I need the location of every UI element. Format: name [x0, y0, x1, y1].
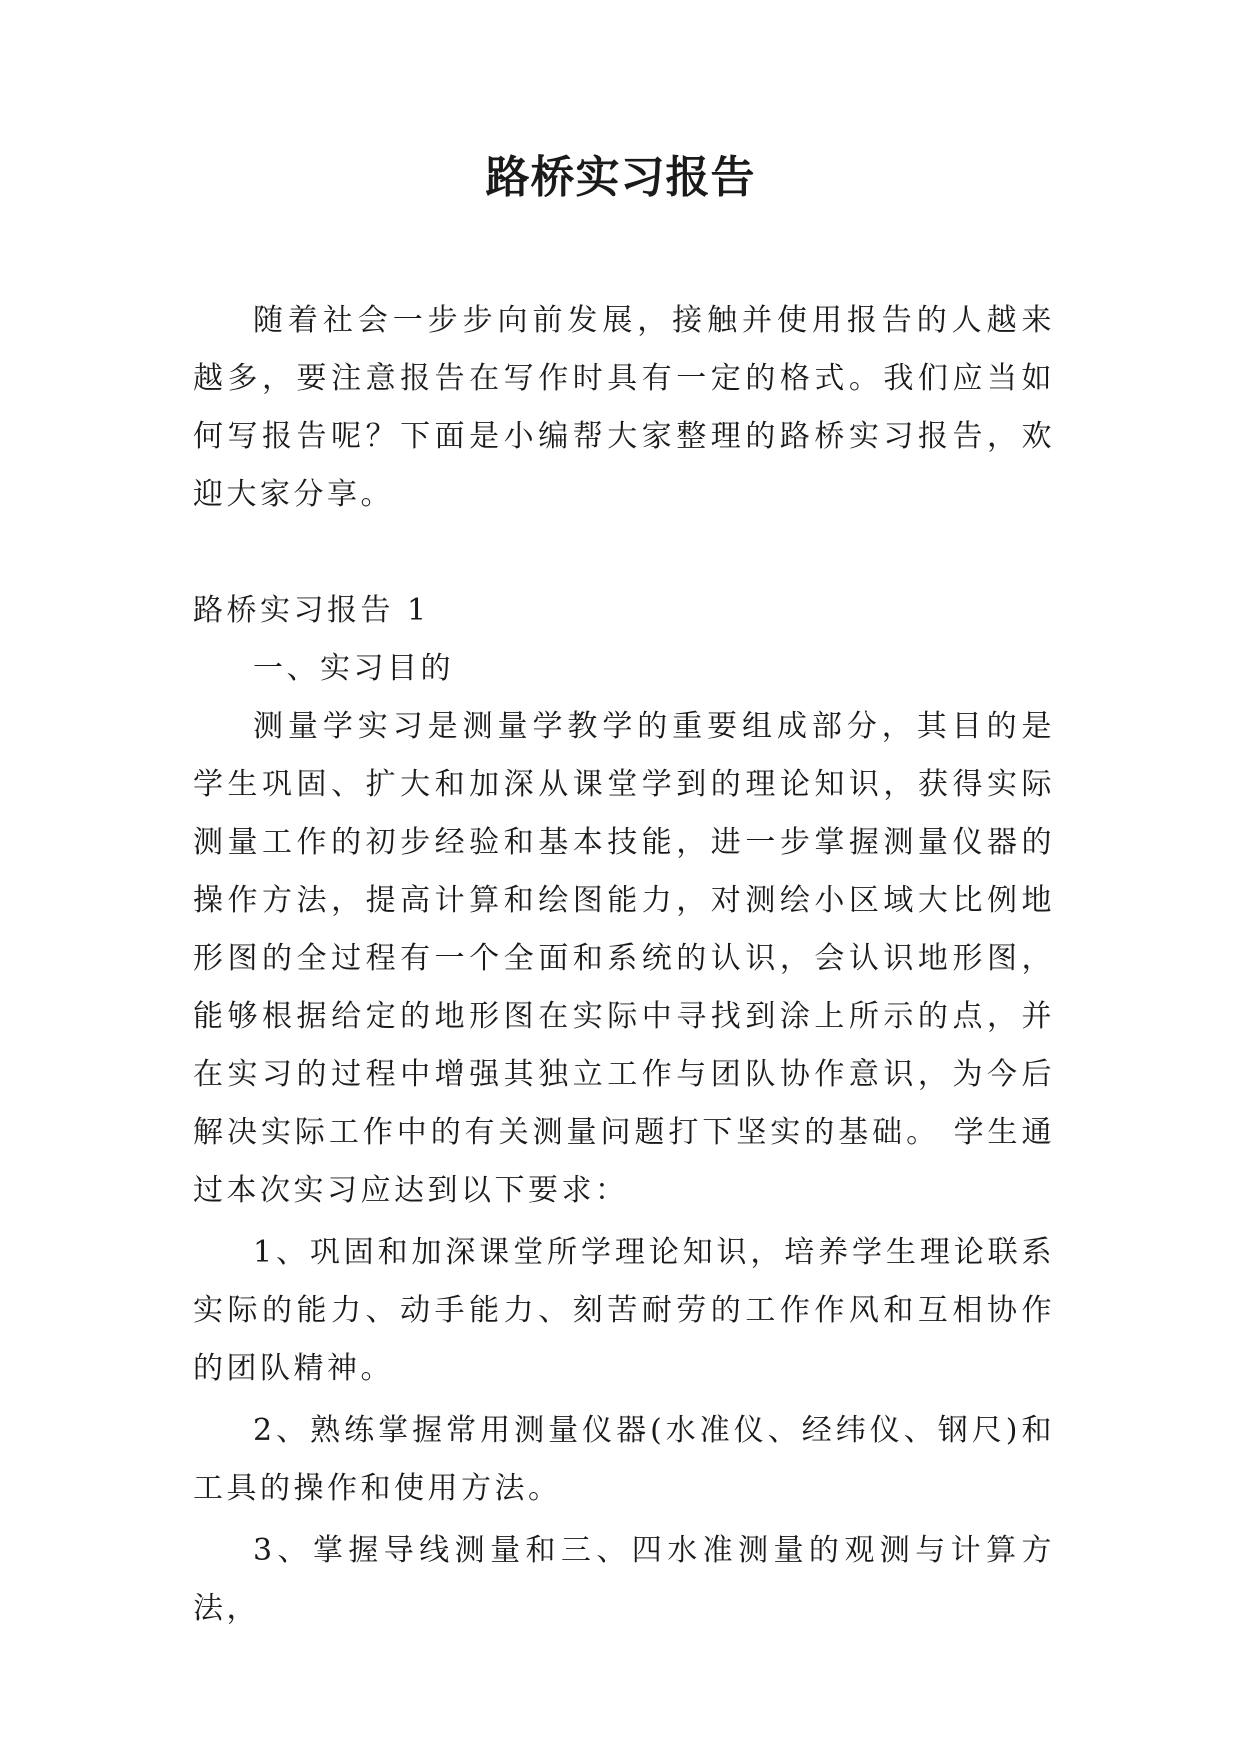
requirement-item-1: 1、巩固和加深课堂所学理论知识，培养学生理论联系实际的能力、动手能力、刻苦耐劳的工作作风和互相协作的团队精神。	[193, 1235, 1055, 1386]
document-body	[193, 292, 1055, 1638]
requirement-item-2: 2、熟练掌握常用测量仪器(水准仪、经纬仪、钢尺)和工具的操作和使用方法。	[193, 1413, 1055, 1506]
section-title: 路桥实习报告 1	[193, 593, 430, 628]
document-title: 路桥实习报告	[485, 152, 756, 203]
heading-purpose: 一、实习目的	[253, 651, 454, 686]
requirement-item-3: 3、掌握导线测量和三、四水准测量的观测与计算方法，	[193, 1533, 1055, 1626]
intro-paragraph: 随着社会一步步向前发展，接触并使用报告的人越来越多，要注意报告在写作时具有一定的格式。我们应当如何写报告呢？下面是小编帮大家整理的路桥实习报告，欢迎大家分享。	[193, 303, 1055, 512]
purpose-paragraph: 测量学实习是测量学教学的重要组成部分，其目的是学生巩固、扩大和加深从课堂学到的理论知识，获得实际测量工作的初步经验和基本技能，进一步掌握测量仪器的操作方法，提高计算和绘图能力，对测绘小区域大比例地形图的全过程有一个全面和系统的认识，会认识地形图，能够根据给定的地形图在实际中寻找到涂上所示的点，并在实习的过程中增强其独立工作与团队协作意识，为今后解决实际工作中的有关测量问题打下坚实的基础。 学生通过本次实习应达到以下要求：	[193, 709, 1055, 1208]
